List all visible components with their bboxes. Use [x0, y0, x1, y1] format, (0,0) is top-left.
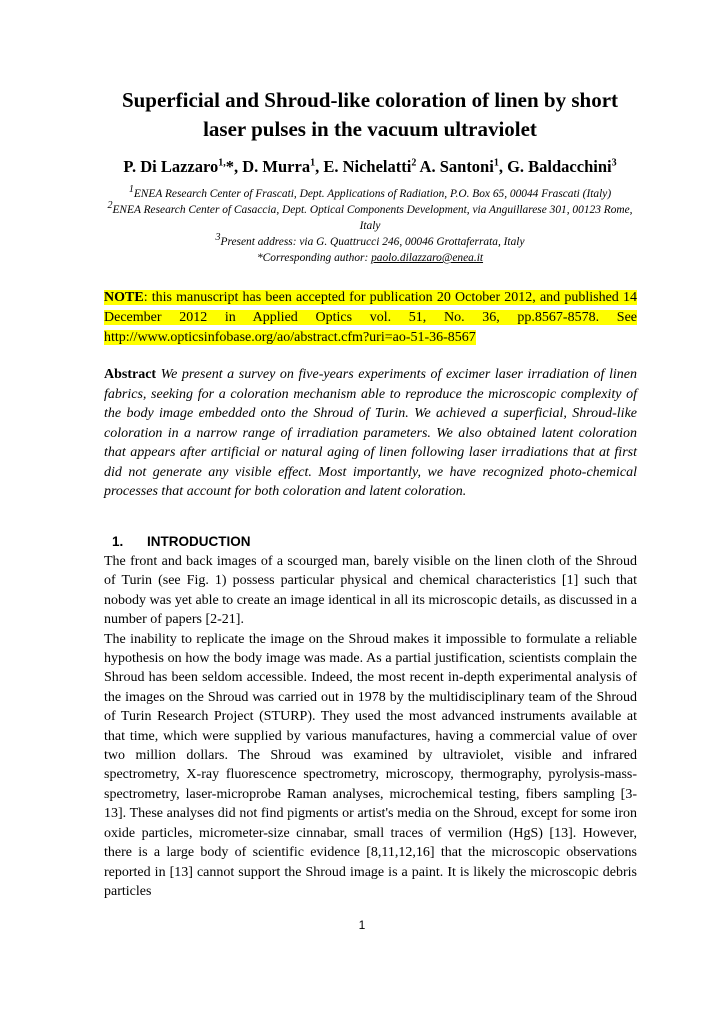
- paragraph: The front and back images of a scourged man, barely visible on the linen cloth of the Shroud of Turin (see Fig. 1) possess particular physical and chemical characteristics [1] such that nobody was yet able to create an image identical in all its microscopic details, as discussed in a number of papers [2-21].: [104, 554, 637, 628]
- paper-title: Superficial and Shroud-like coloration of linen by short laser pulses in the vacuum ultraviolet: [121, 88, 619, 141]
- body-text: [104, 552, 637, 901]
- abstract-label: Abstract: [104, 367, 157, 382]
- section-number: 1.: [112, 534, 124, 549]
- author-email-link[interactable]: paolo.dilazzaro@enea.it: [371, 252, 484, 264]
- affiliation: $^1$ENEA Research Center of Frascati, Dept. Applications of Radiation, P.O. Box 65, 00044 Frascati (Italy): [128, 184, 612, 200]
- author: P. Di Lazzaro$^{1,}$*,: [123, 157, 243, 176]
- author: G. Baldacchini$^3$: [507, 157, 617, 176]
- affiliation: $^3$Present address: via G. Quattrucci 246, 00046 Grottaferrata, Italy: [215, 232, 525, 248]
- author: D. Murra$^1$,: [242, 157, 324, 176]
- author: A. Santoni$^1$,: [419, 157, 508, 176]
- section-title: INTRODUCTION: [147, 534, 251, 549]
- abstract: [104, 365, 637, 502]
- note-label: NOTE: [104, 290, 144, 305]
- affiliations: [100, 186, 640, 266]
- publication-note: [104, 288, 637, 348]
- paragraph: The inability to replicate the image on the Shroud makes it impossible to formulate a reliable hypothesis on how the body image was made. As a partial justification, scientists complain the Shroud has been seldom accessible. Indeed, the most recent in-depth experimental analysis of the images on the Shroud was carried out in 1978 by the multidisciplinary team of the Shroud of Turin Research Project (STURP). They used the most advanced instruments available at that time, which were supplied by various manufactures, having a commercial value of over two million dollars. The Shroud was examined by ultraviolet, visible and infrared spectrometry, X-ray fluorescence spectrometry, microscopy, thermography, pyrolysis-mass-spectrometry, laser-microprobe Raman analyses, microchemical testing, fibers sampling [3-13]. These analyses did not find pigments or artist's media on the Shroud, except for some iron oxide particles, micrometer-size cinnabar, small traces of vermilion (HgS) [13]. However, there is a large body of scientific evidence [8,11,12,16] that the microscopic observations reported in [13] cannot support the Shroud image is a paint. It is likely the microscopic debris particles: [104, 631, 637, 899]
- abstract-text: We present a survey on five-years experiments of excimer laser irradiation of linen fabrics, seeking for a coloration mechanism able to reproduce the microscopic complexity of the body image embedded onto the Shroud of Turin. We achieved a superficial, Shroud-like coloration in a narrow range of irradiation parameters. We also obtained latent coloration that appears after artificial or natural aging of linen following laser irradiations that at first did not generate any visible effect. Most importantly, we have recognized photo-chemical processes that account for both coloration and latent coloration.: [104, 367, 637, 499]
- section-heading: [112, 533, 251, 551]
- page-number: 1: [358, 918, 366, 932]
- note-text: : this manuscript has been accepted for publication 20 October 2012, and published 14 December 2012 in Applied Optics vol. 51, No. 36, pp.8567-8578. See http://www.opticsinfobase.org/ao/abstract.cfm?uri=ao-51-36-8567: [104, 290, 637, 345]
- corresponding-author: *Corresponding author: paolo.dilazzaro@enea.it: [256, 252, 484, 264]
- affiliation: $^2$ENEA Research Center of Casaccia, Dept. Optical Components Development, via Anguillarese 301, 00123 Rome, Italy: [107, 200, 633, 232]
- author: E. Nichelatti$^2$: [323, 157, 417, 176]
- author-list: [100, 156, 640, 178]
